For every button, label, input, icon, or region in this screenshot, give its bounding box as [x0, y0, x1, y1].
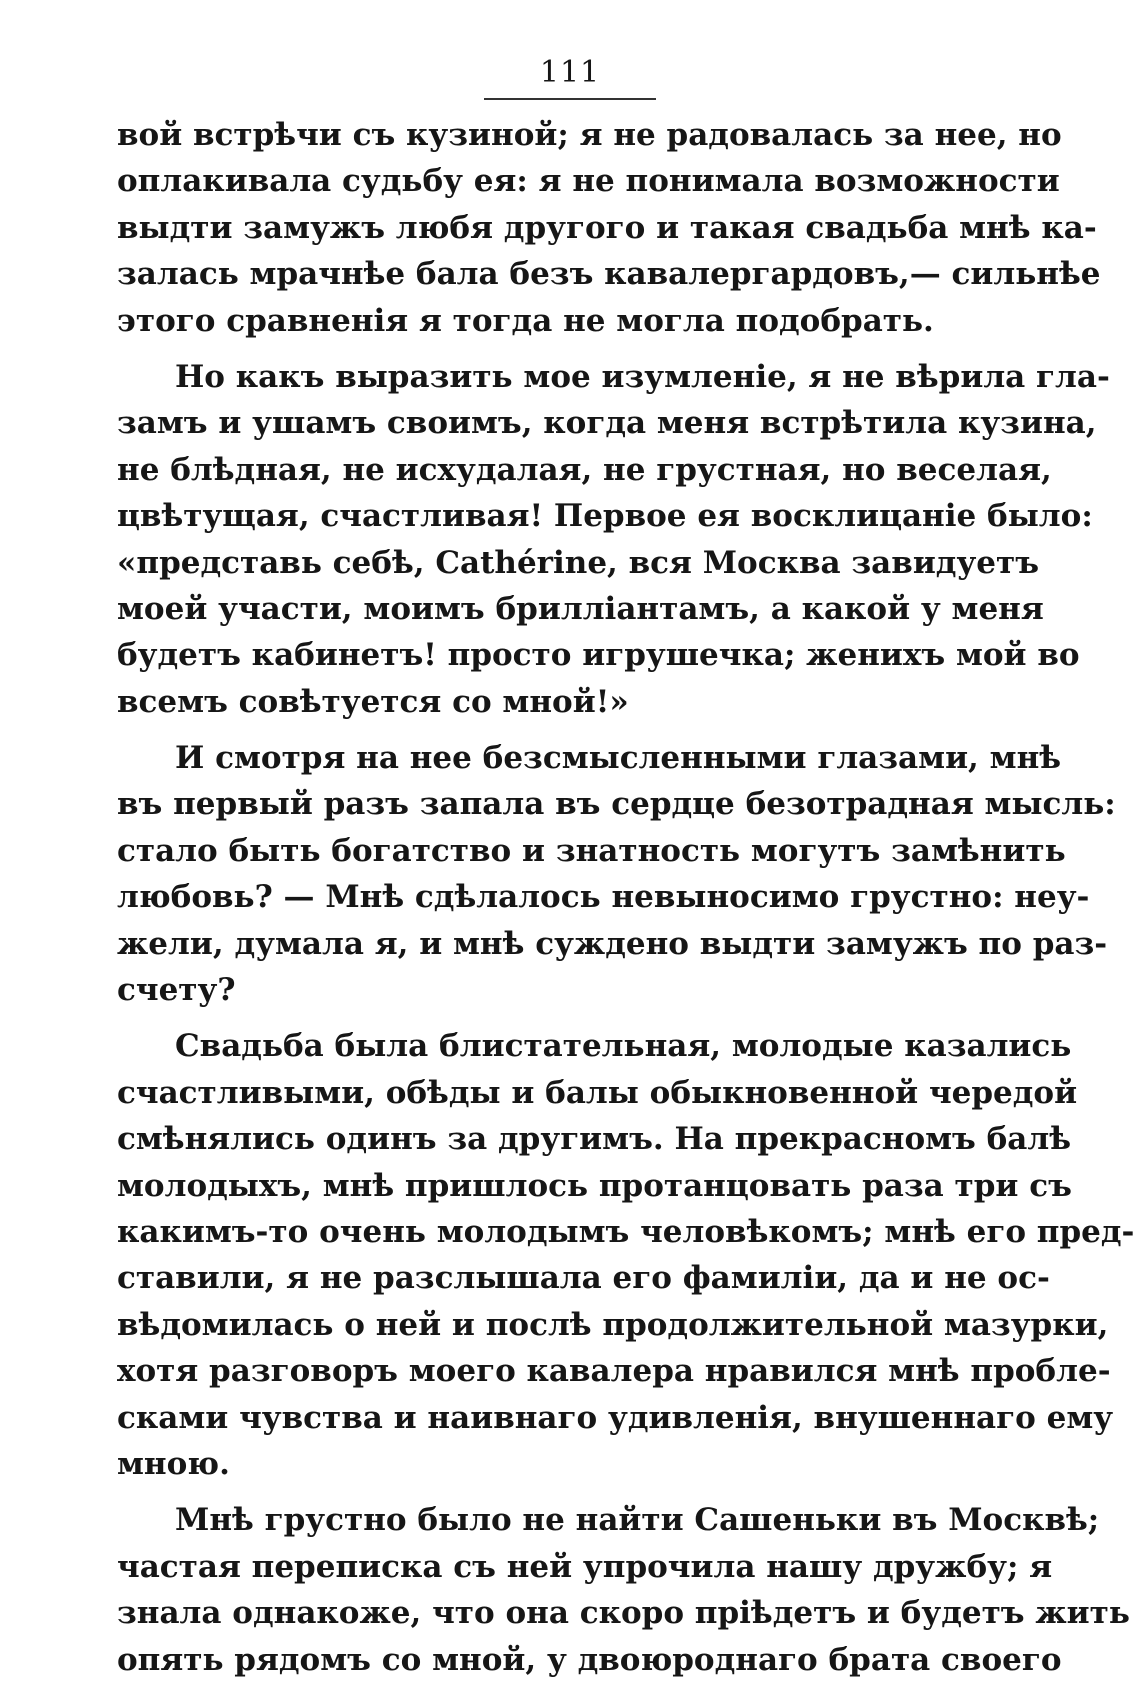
paragraph-gap [117, 1487, 1013, 1497]
text-line: молодыхъ, мнѣ пришлось протанцовать раза три съ [117, 1167, 1072, 1204]
text-line: «представь себѣ, Cathérine, вся Москва завидуетъ [117, 544, 1040, 581]
text-line: вой встрѣчи съ кузиной; я не радовалась за нее, но [117, 117, 1062, 153]
text-line: выдти замужъ любя другого и такая свадьба мнѣ ка- [117, 209, 1097, 246]
text-line: Но какъ выразить мое изумленіе, я не вѣрила гла- [175, 358, 1110, 395]
paragraph-gap [117, 344, 1013, 354]
text-line: мною. [117, 1445, 230, 1482]
body-text [117, 112, 1135, 1683]
text-line: не блѣдная, не исхудалая, не грустная, но веселая, [117, 451, 1052, 488]
text-line: счету? [117, 972, 236, 1009]
text-line: стало быть богатство и знатность могутъ замѣнить [117, 832, 1066, 869]
text-line: будетъ кабинетъ! просто игрушечка; женихъ мой во [117, 637, 1080, 674]
paragraph-gap [117, 1013, 1013, 1023]
paragraph-2 [117, 354, 1110, 725]
page-number: 111 [539, 55, 601, 90]
text-line: частая переписка съ ней упрочила нашу дружбу; я [117, 1548, 1053, 1585]
paragraph-gap [117, 725, 1013, 735]
text-line: цвѣтущая, счастливая! Первое ея восклицаніе было: [117, 498, 1093, 535]
paragraph-5 [117, 1497, 1130, 1683]
text-line: ставили, я не разслышала его фамиліи, да и не ос- [117, 1260, 1050, 1297]
text-line: вѣдомилась о ней и послѣ продолжительной мазурки, [117, 1306, 1109, 1343]
text-line: жели, думала я, и мнѣ суждено выдти замужъ по раз- [117, 925, 1108, 962]
paragraph-1 [117, 112, 1101, 344]
text-line: оплакивала судьбу ея: я не понимала возможности [117, 163, 1060, 200]
text-line: сками чувства и наивнаго удивленія, внушеннаго ему [117, 1399, 1114, 1436]
text-line: опять рядомъ со мной, у двоюроднаго брата своего [117, 1641, 1062, 1678]
text-line: какимъ-то очень молодымъ человѣкомъ; мнѣ его пред- [117, 1213, 1135, 1250]
text-line: Свадьба была блистательная, молодые казались [175, 1028, 1072, 1065]
text-line: хотя разговоръ моего кавалера нравился мнѣ пробле- [117, 1353, 1111, 1390]
text-line: залась мрачнѣе бала безъ кавалергардовъ,— сильнѣе [117, 256, 1101, 293]
text-line: всемъ совѣтуется со мной!» [117, 683, 629, 720]
header-rule [484, 98, 656, 100]
text-line: счастливыми, обѣды и балы обыкновенной чередой [117, 1074, 1078, 1111]
text-line: этого сравненія я тогда не могла подобрать. [117, 302, 934, 339]
text-line: Мнѣ грустно было не найти Сашеньки въ Москвѣ; [175, 1502, 1100, 1539]
text-line: въ первый разъ запала въ сердце безотрадная мысль: [117, 786, 1116, 823]
text-line: любовь? — Мнѣ сдѣлалось невыносимо грустно: неу- [117, 879, 1090, 916]
text-line: замъ и ушамъ своимъ, когда меня встрѣтила кузина, [117, 405, 1097, 442]
text-line: моей участи, моимъ бриллiантамъ, а какой у меня [117, 590, 1044, 627]
paragraph-4 [117, 1023, 1135, 1487]
text-line: И смотря на нее безсмысленными глазами, мнѣ [175, 740, 1062, 777]
text-line: знала однакоже, что она скоро пріѣдетъ и будетъ жить [117, 1595, 1130, 1632]
paragraph-3 [117, 735, 1116, 1013]
text-line: смѣнялись одинъ за другимъ. На прекрасномъ балѣ [117, 1121, 1072, 1158]
